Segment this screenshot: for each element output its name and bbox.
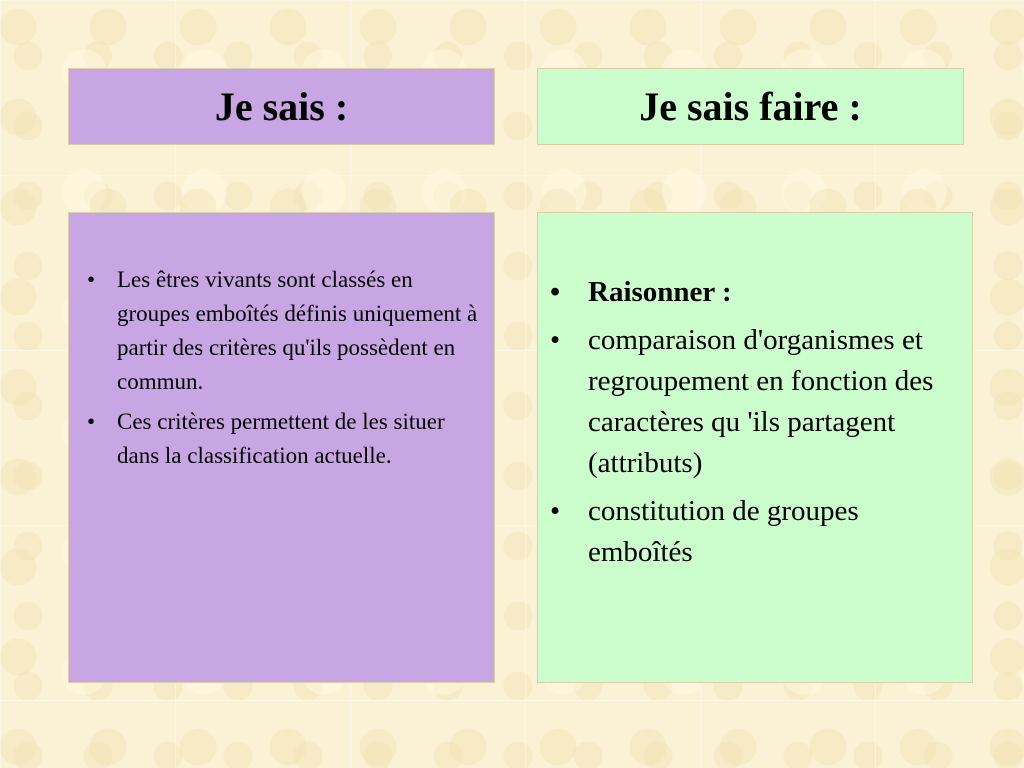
list-item [79, 405, 484, 473]
bullet-icon: • [87, 409, 96, 434]
je-sais-faire-panel [537, 212, 973, 683]
bullet-icon: • [550, 495, 561, 527]
bullet-icon: • [87, 267, 96, 292]
list-item [546, 491, 960, 573]
list-item-text: Les êtres vivants sont classés en groupes emboîtés définis uniquement à partir des critères qu'ils possèdent en commun. [117, 267, 478, 394]
list-item [79, 263, 484, 399]
bullet-icon: • [550, 276, 561, 308]
je-sais-title: Je sais : [214, 84, 349, 129]
je-sais-header [68, 68, 495, 145]
je-sais-faire-title: Je sais faire : [639, 84, 862, 129]
list-item-text: constitution de groupes emboîtés [588, 495, 859, 568]
list-item [546, 272, 960, 313]
list-item-text: comparaison d'organismes et regroupement en fonction des caractères qu 'ils partagent (attributs) [588, 324, 934, 479]
je-sais-faire-header [537, 68, 964, 145]
je-sais-panel [68, 212, 495, 683]
je-sais-list [69, 213, 494, 473]
list-item-text: Raisonner : [588, 276, 732, 308]
list-item [546, 320, 960, 484]
list-item-text: Ces critères permettent de les situer dans la classification actuelle. [117, 409, 445, 468]
je-sais-faire-list [538, 213, 972, 573]
bullet-icon: • [550, 324, 561, 356]
